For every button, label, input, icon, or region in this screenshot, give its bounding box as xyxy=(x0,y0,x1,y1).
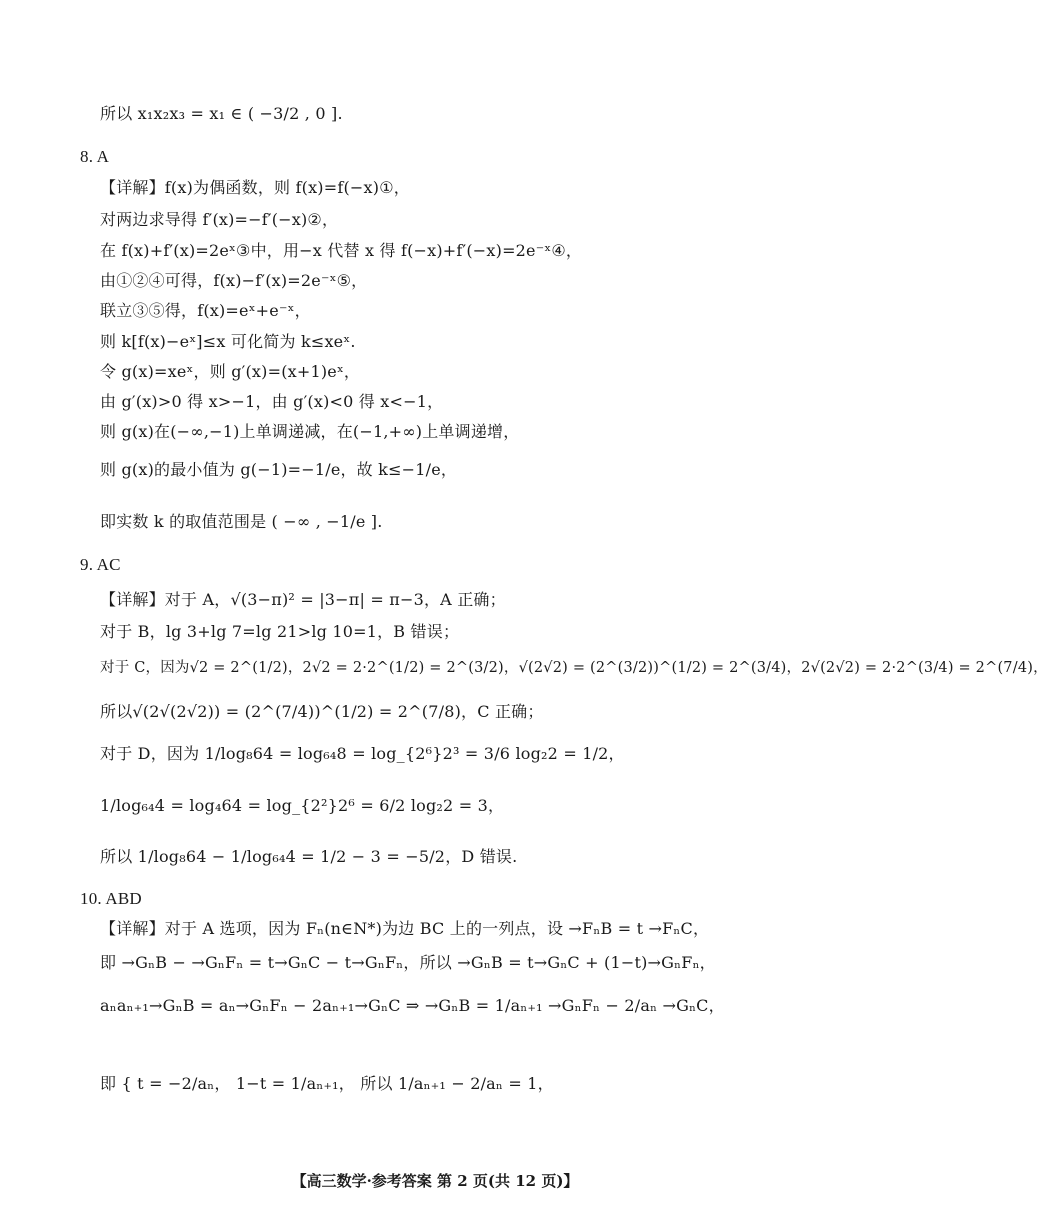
text-line: 即实数 k 的取值范围是 ( −∞ , −1/e ]. xyxy=(100,512,383,531)
text-line: 即 { t = −2/aₙ， 1−t = 1/aₙ₊₁， 所以 1/aₙ₊₁ − 2/aₙ = 1， xyxy=(100,1074,554,1093)
text-line: aₙaₙ₊₁→GₙB = aₙ→GₙFₙ − 2aₙ₊₁→GₙC ⇒ →GₙB = 1/aₙ₊₁ →GₙFₙ − 2/aₙ →GₙC， xyxy=(100,996,725,1015)
text-line: 则 g(x)在(−∞,−1)上单调递减，在(−1,+∞)上单调递增， xyxy=(100,422,520,441)
question-number: 10. ABD xyxy=(80,889,142,908)
text-line: 【详解】f(x)为偶函数，则 f(x)=f(−x)①， xyxy=(100,178,410,197)
question-number: 8. A xyxy=(80,147,110,166)
footer-text: 【高三数学·参考答案 第 2 页(共 12 页)】 xyxy=(291,1172,579,1190)
question-number: 9. AC xyxy=(80,555,121,574)
text-line: 1/log₆₄4 = log₄64 = log_{2²}2⁶ = 6/2 log₂2 = 3， xyxy=(100,796,505,815)
text-line: 所以 1/log₈64 − 1/log₆₄4 = 1/2 − 3 = −5/2，D 错误. xyxy=(100,847,518,866)
text-line: 联立③⑤得，f(x)=eˣ+e⁻ˣ， xyxy=(100,301,311,320)
text-line: 则 k[f(x)−eˣ]≤x 可化简为 k≤xeˣ. xyxy=(100,332,356,351)
text-line: 令 g(x)=xeˣ，则 g′(x)=(x+1)eˣ， xyxy=(100,362,361,381)
text-line: 则 g(x)的最小值为 g(−1)=−1/e，故 k≤−1/e， xyxy=(100,460,458,479)
text-line: 【详解】对于 A 选项，因为 Fₙ(n∈N*)为边 BC 上的一列点，设 →FₙB = t →FₙC， xyxy=(100,919,710,938)
text-line: 对两边求导得 f′(x)=−f′(−x)②， xyxy=(100,210,339,229)
text-line: 在 f(x)+f′(x)=2eˣ③中，用−x 代替 x 得 f(−x)+f′(−x)=2e⁻ˣ④， xyxy=(100,241,583,260)
text-line: 由①②④可得，f(x)−f′(x)=2e⁻ˣ⑤， xyxy=(100,271,368,290)
text-line: 【详解】对于 A，√(3−π)² = |3−π| = π−3，A 正确； xyxy=(100,590,506,609)
page-footer xyxy=(0,1170,870,1191)
text-line: 对于 B，lg 3+lg 7=lg 21>lg 10=1，B 错误； xyxy=(100,622,460,641)
text-line: 对于 C，因为√2 = 2^(1/2)，2√2 = 2·2^(1/2) = 2^(3/2)，√(2√2) = (2^(3/2))^(1/2) = 2^(3/4)，2√(2√2) = 2·2^(3/4) = 2^(7/4)， xyxy=(100,660,1048,676)
text-line: 即 →GₙB − →GₙFₙ = t→GₙC − t→GₙFₙ，所以 →GₙB = t→GₙC + (1−t)→GₙFₙ， xyxy=(100,953,716,972)
text-line: 对于 D，因为 1/log₈64 = log₆₄8 = log_{2⁶}2³ = 3/6 log₂2 = 1/2， xyxy=(100,744,625,763)
text-line: 由 g′(x)>0 得 x>−1，由 g′(x)<0 得 x<−1， xyxy=(100,392,444,411)
text-line: 所以√(2√(2√2)) = (2^(7/4))^(1/2) = 2^(7/8)，C 正确； xyxy=(100,702,544,721)
text-line: 所以 x₁x₂x₃ = x₁ ∈ ( −3/2 , 0 ]. xyxy=(100,104,343,123)
